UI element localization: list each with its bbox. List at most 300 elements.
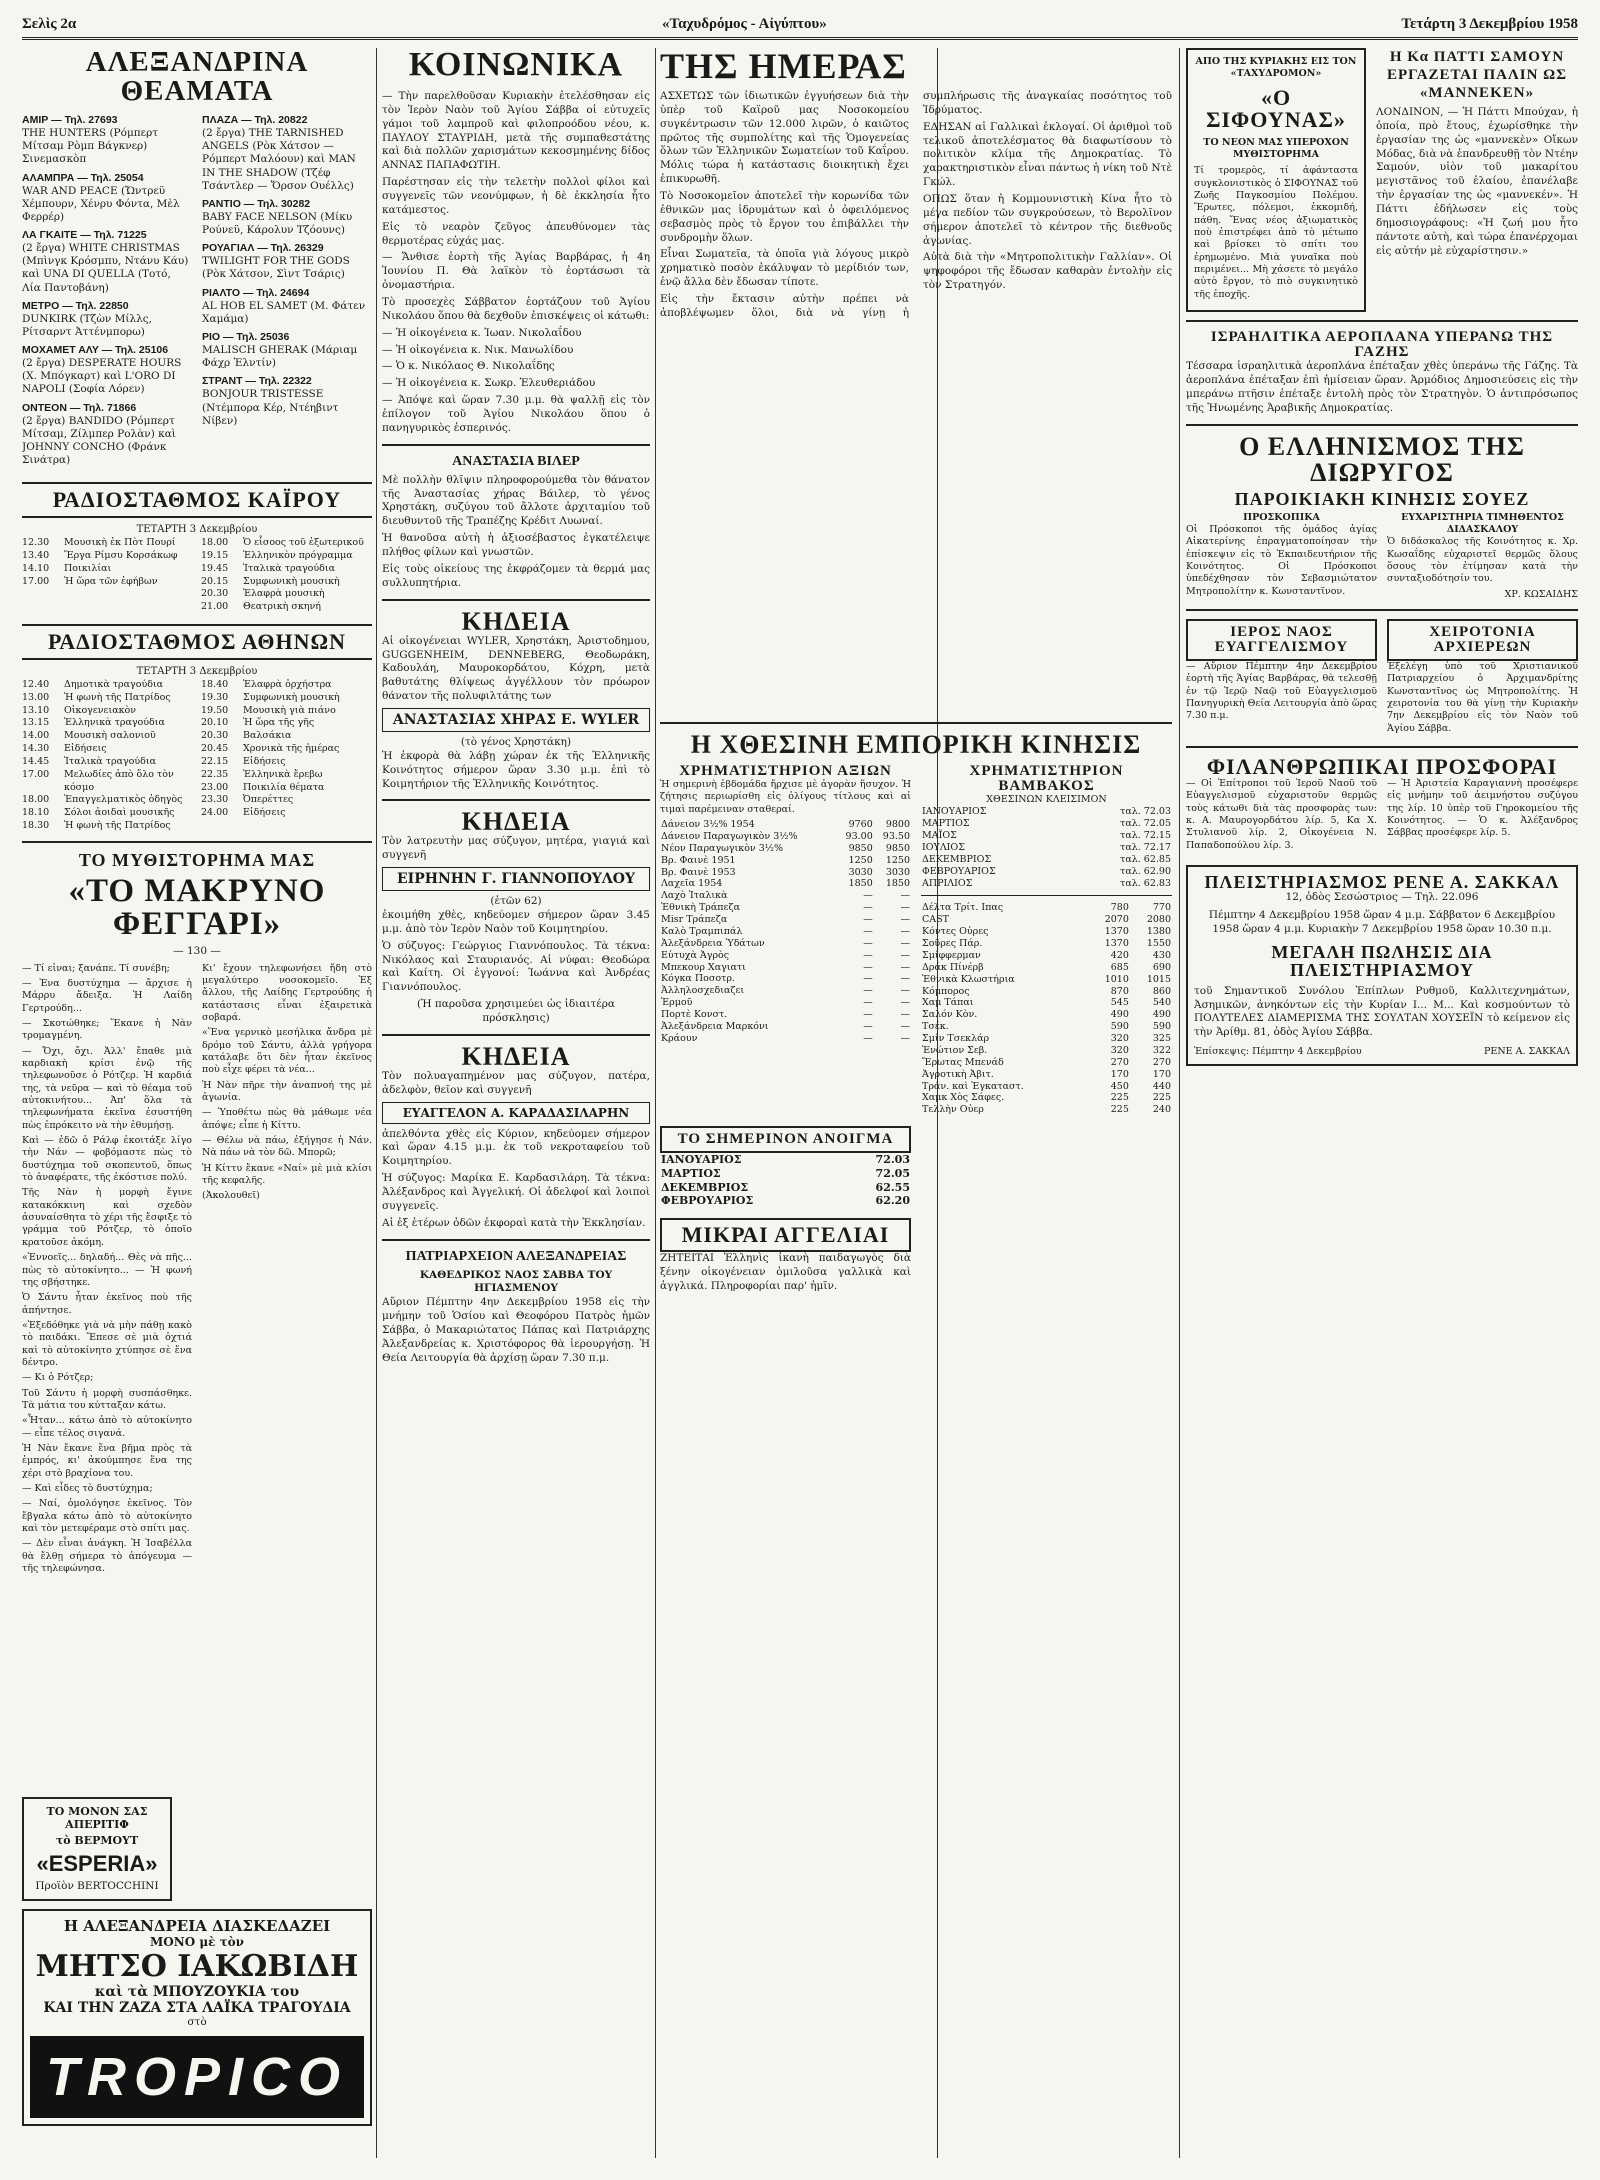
- label-cell: ΜΑΪΟΣ: [922, 830, 957, 842]
- radio-program-row: [201, 782, 372, 795]
- radio-time: 12.40: [22, 679, 50, 690]
- price-cell: —: [900, 902, 910, 914]
- radio-program: Οἰκογενειακὸν: [64, 704, 137, 716]
- radio-program: Ποικιλία θέματα: [243, 781, 325, 793]
- radio-time: 12.30: [22, 537, 50, 549]
- cinema-listing: [202, 331, 372, 370]
- table-row: [660, 997, 911, 1009]
- label-cell: Δάνειον Παραγωγικὸν 3½%: [661, 830, 798, 842]
- price-cell: ταλ. 62.83: [1120, 877, 1171, 889]
- auction-headline: ΜΕΓΑΛΗ ΠΩΛΗΣΙΣ ΔΙΑ ΠΛΕΙΣΤΗΡΙΑΣΜΟΥ: [1271, 941, 1493, 980]
- radio-time: 19.50: [201, 704, 229, 716]
- divider: [382, 1239, 650, 1241]
- cinema-listing: [202, 242, 372, 281]
- paragraph: — Ἡ οἰκογένεια κ. Ἰωαν. Νικολαΐδου: [382, 326, 582, 339]
- paragraph: — Ἡ οἰκογένεια κ. Σωκρ. Ἐλευθεριάδου: [382, 377, 596, 390]
- israel-text: Τέσσαρα ἰσραηλιτικὰ ἀεροπλάνα ἐπέταξαν χθὲς ὑπεράνω τῆς Γάζης. Τὰ ἀεροπλάνα ἐπέταξαν ἐπὶ ἡμίσειαν ὥραν. Ἀρμόδιος Δημοσιεύσεις εἰς τὴν μπεράνω πτῆσιν ἐπέταξε ἐντολὴ πρὸς τὸν Στρατηγὸν. Ὁ ἀντιπρόσωπος τῆς Ἡνωμένης Ἀραβικῆς Δημοκρατίας.: [1186, 360, 1578, 414]
- paragraph: — Θέλω νὰ πάω, ἐξήγησε ἡ Νάν. Νὰ πάω νὰ τὸν δῶ. Μπορῶ;: [202, 1135, 372, 1159]
- cinema-name: ΑΜΙΡ — Τηλ. 27693: [22, 114, 118, 126]
- funeral-wyler-name: ΑΝΑΣΤΑΣΙΑΣ ΧΗΡΑΣ Ε. WYLER: [382, 708, 650, 732]
- table-row: [660, 855, 911, 867]
- label-cell: ΜΑΡΤΙΟΣ: [661, 1166, 721, 1180]
- table-row: [660, 890, 911, 902]
- table-row: [660, 831, 911, 843]
- diorygos-right-text: Ὁ διδάσκαλος τῆς Κοινότητος κ. Χρ. Κωσαΐδης εὐχαριστεῖ θερμῶς ὅλους ὅσους τὸν ἐτίμησαν κατὰ τὴν συνταξιοδότησίν του.: [1387, 536, 1578, 585]
- cinema-listing: [22, 172, 192, 225]
- novel-column-1: [22, 963, 192, 1783]
- radio-program: Ἑλληνικὸν πρόγραμμα: [243, 549, 353, 561]
- price-cell: 590: [1152, 1021, 1171, 1033]
- label-cell: Λαχὸ Ἰταλικὰ: [661, 890, 728, 902]
- radio-time: 20.10: [201, 717, 229, 729]
- funeral-karadasilaris-text1: Τὸν πολυαγαπημένον μας σύζυγον, πατέρα, ἀδελφὸν, θεῖον καὶ συγγενῆ: [382, 1069, 650, 1096]
- cinema-program: (2 ἔργα) DESPERATE HOURS (Χ. Μπόγκαρτ) καὶ L'ORO DI NAPOLI (Σοφία Λόρεν): [22, 357, 182, 396]
- sifounas-from: ΑΠΟ ΤΗΣ ΚΥΡΙΑΚΗΣ ΕΙΣ ΤΟΝ «ΤΑΧΥΔΡΟΜΟΝ»: [1195, 56, 1357, 80]
- top-right: [1186, 48, 1578, 312]
- column-rule: [655, 48, 656, 2158]
- label-cell: ΑΠΡΙΛΙΟΣ: [922, 877, 973, 889]
- table-row: [660, 819, 911, 831]
- price-cell: —: [900, 961, 910, 973]
- radio-athens-right: [201, 679, 372, 833]
- label-cell: Ἔρωτας Μπενάδ: [922, 1056, 1004, 1068]
- table-row: [660, 867, 911, 879]
- divider: [921, 895, 1172, 896]
- radio-program-row: [201, 679, 372, 692]
- radio-time: 19.15: [201, 549, 229, 561]
- social-text: [382, 90, 650, 436]
- table-row: [660, 1194, 911, 1208]
- label-cell: Εὐτυχὰ Ἀγρὸς: [661, 949, 730, 961]
- divider: [660, 722, 1172, 724]
- label-cell: ΔΕΚΕΜΒΡΙΟΣ: [661, 1180, 749, 1194]
- cinema-listing: [202, 114, 372, 193]
- cinema-name: ΡΙΟ — Τηλ. 25036: [202, 330, 290, 343]
- radio-program: Μουσικὴ σαλονιοῦ: [64, 730, 156, 742]
- church-ad-sub: ΚΑΘΕΔΡΙΚΟΣ ΝΑΟΣ ΣΑΒΒΑ ΤΟΥ ΗΓΙΑΣΜΕΝΟΥ: [419, 1268, 613, 1295]
- radio-program: Ἡ φωνὴ τῆς Πατρίδος: [64, 691, 171, 703]
- radio-program: Συμφωνικὴ μουσικὴ: [243, 575, 340, 587]
- diorygos-title: Ο ΕΛΛΗΝΙΣΜΟΣ ΤΗΣ ΔΙΩΡΥΓΟΣ: [1239, 431, 1525, 487]
- radio-program-row: [201, 550, 372, 563]
- price-cell: 420: [1110, 949, 1129, 961]
- price-cell: —: [863, 961, 873, 973]
- label-cell: Βρ. Φαινὲ 1951: [661, 854, 736, 866]
- funeral-karadasilaris-mourners: Ἡ σύζυγος: Μαρίκα Ε. Καρδασιλάρη. Τὰ τέκνα: Ἀλέξανδρος καὶ Ἀγγελική. Οἱ ἀδελφοί καὶ λοιποὶ συγγενεῖς.: [382, 1172, 650, 1212]
- radio-program-row: [22, 730, 193, 743]
- esperia-ad: [22, 1797, 172, 1902]
- label-cell: ΙΑΝΟΥΑΡΙΟΣ: [661, 1153, 742, 1167]
- esperia-line2: τὸ ΒΕΡΜΟΥΤ: [55, 1833, 139, 1847]
- cotton-table: [921, 806, 1172, 889]
- table-row: [921, 986, 1172, 998]
- radio-program-row: [22, 537, 193, 550]
- radio-program: Ἰταλικὰ τραγούδια: [64, 755, 157, 767]
- price-cell: —: [863, 925, 873, 937]
- radio-athens-date: ΤΕΤΑΡΤΗ 3 Δεκεμβρίου: [136, 666, 258, 677]
- church-ad-title: ΠΑΤΡΙΑΡΧΕΙΟΝ ΑΛΕΞΑΝΔΡΕΙΑΣ: [405, 1248, 627, 1264]
- label-cell: ΦΕΒΡΟΥΑΡΙΟΣ: [922, 865, 996, 877]
- radio-program-row: [22, 820, 193, 833]
- cinema-name: ΜΕΤΡΟ — Τηλ. 22850: [22, 299, 129, 312]
- table-row: [660, 843, 911, 855]
- label-cell: Σαλόν Κὸν.: [922, 1009, 978, 1021]
- price-cell: —: [900, 1032, 910, 1044]
- radio-program-row: [22, 550, 193, 563]
- radio-program-row: [22, 563, 193, 576]
- tropico-line5: στὸ: [187, 2016, 207, 2029]
- price-cell: —: [900, 914, 910, 926]
- radio-program: Συμφωνικὴ μουσικὴ: [243, 691, 340, 703]
- paragraph: Εἶναι Σωματεῖα, τὰ ὁποῖα γιὰ λόγους μικρὸ χρηματικὸ ποσὸν ἐκάλυψαν τὸ μερίδιόν των, ἐνῷ ἄλλα δὲν ἔδωσαν τίποτε.: [660, 248, 909, 289]
- price-cell: 62.20: [875, 1194, 910, 1208]
- radio-time: 21.00: [201, 601, 229, 613]
- paragraph: — Σκοτώθηκε; Ἕκανε ἡ Νὰν τρομαγμένη.: [22, 1017, 192, 1042]
- label-cell: Ἀλληλοσχεδιαζει: [661, 985, 745, 997]
- label-cell: ΙΟΥΛΙΟΣ: [922, 841, 965, 853]
- cheirotonia-title: ΧΕΙΡΟΤΟΝΙΑ ΑΡΧΙΕΡΕΩΝ: [1387, 619, 1578, 661]
- radio-cairo-date: ΤΕΤΑΡΤΗ 3 Δεκεμβρίου: [136, 524, 258, 536]
- obit-wyler-title: ΑΝΑΣΤΑΣΙΑ ΒΙΛΕΡ: [452, 453, 580, 469]
- diorygos-sign: ΧΡ. ΚΩΣΑΙΔΗΣ: [1504, 588, 1578, 600]
- auction-address: 12, ὁδὸς Σεσώστριος — Τηλ. 22.096: [1285, 891, 1479, 904]
- commerce-title: Η ΧΘΕΣΙΝΗ ΕΜΠΟΡΙΚΗ ΚΙΝΗΣΙΣ: [690, 730, 1142, 759]
- tropico-line1: Η ΑΛΕΞΑΝΔΡΕΙΑ ΔΙΑΣΚΕΔΑΖΕΙ: [63, 1917, 331, 1936]
- table-row: [921, 866, 1172, 878]
- label-cell: ΜΑΡΤΙΟΣ: [922, 818, 970, 830]
- cinema-list-right: [202, 114, 372, 472]
- paragraph: (Ἀκολουθεῖ): [202, 1190, 260, 1202]
- table-row: [660, 1181, 911, 1195]
- funeral-wyler-sub: (τὸ γένος Χρηστάκη): [460, 735, 572, 748]
- radio-program: Εἰδήσεις: [64, 743, 107, 755]
- sifounas-title: «Ο ΣΙΦΟΥΝΑΣ»: [1206, 84, 1346, 132]
- radio-time: 18.40: [201, 679, 229, 690]
- price-cell: 440: [1152, 1080, 1171, 1092]
- philanthropy-right: — Ἡ Ἀριστεία Καραγιαννὴ προσέφερε εἰς μνήμην τοῦ ἀειμνήστου συζύγου της λίρ. 10 ὑπὲρ τοῦ Γηροκομείου τῆς Κοινότητος. — Ὁ κ. Ἀλέξανδρος Σάββας προσέφερε λίρ. 5.: [1387, 778, 1578, 839]
- radio-cairo-title: ΡΑΔΙΟΣΤΑΘΜΟΣ ΚΑΪΡΟΥ: [22, 482, 372, 518]
- price-cell: 225: [1152, 1092, 1171, 1104]
- classifieds-text: ΖΗΤΕΙΤΑΙ Ἑλληνὶς ἱκανὴ παιδαγωγὸς διὰ ξένην οἰκογένειαν ὁμιλοῦσα γαλλικὰ καὶ ἀγγλικά. Πληροφορίαι παρ' ἡμῖν.: [660, 1252, 911, 1292]
- cinema-listing: [202, 375, 372, 428]
- radio-program-row: [22, 769, 193, 795]
- label-cell: Ἐθνικὴ Τράπεζα: [661, 902, 741, 914]
- cinema-program: (2 ἔργα) WHITE CHRISTMAS (Μπὶνγκ Κρόσμπυ, Ντάνυ Κάυ) καὶ UNA DI QUELLA (Τοτό, Λία Παντοβάνη): [22, 242, 189, 294]
- radio-time: 13.40: [22, 549, 50, 561]
- price-cell: 320: [1110, 1044, 1129, 1056]
- radio-cairo-right: [201, 537, 372, 614]
- radio-program-row: [201, 576, 372, 589]
- price-cell: —: [863, 985, 873, 997]
- paragraph: Τὸ προσεχὲς Σάββατον ἑορτάζουν τοῦ Ἁγίου Νικολάου ὅπου θὰ δεχθοῦν ἐπισκέψεις οἱ κάτωθι:: [382, 296, 650, 322]
- radio-program: Ἑλαφρὰ ὀρχήστρα: [243, 679, 332, 690]
- divider: [382, 799, 650, 801]
- table-row: [660, 950, 911, 962]
- divider: [1186, 609, 1578, 611]
- social-title: ΚΟΙΝΩΝΙΚΑ: [408, 48, 624, 83]
- cinema-listing: [22, 300, 192, 339]
- table-row: [660, 926, 911, 938]
- table-row: [660, 1009, 911, 1021]
- price-cell: 3030: [885, 866, 910, 878]
- price-cell: 1850: [885, 878, 910, 890]
- funeral-giannopoulou-note: (Ἡ παροῦσα χρησιμεύει ὡς ἰδιαιτέρα πρόσκλησις): [416, 998, 616, 1024]
- radio-program-row: [22, 679, 193, 692]
- cinema-name: ΛΑ ΓΚΑΙΤΕ — Τηλ. 71225: [22, 229, 147, 241]
- label-cell: Ἀλεξάνδρεια Ὑδάτων: [661, 937, 765, 949]
- price-cell: —: [863, 1032, 873, 1044]
- label-cell: Λαχεῖα 1954: [661, 878, 723, 890]
- price-cell: 590: [1110, 1021, 1129, 1033]
- funeral-karadasilaris-title: ΚΗΔΕΙΑ: [461, 1041, 571, 1071]
- table-row: [921, 854, 1172, 866]
- table-row: [921, 902, 1172, 914]
- label-cell: Misr Τράπεζα: [661, 914, 728, 926]
- price-cell: 1550: [1146, 938, 1171, 950]
- running-head: [22, 14, 1578, 40]
- price-cell: 3030: [848, 866, 873, 878]
- cheirotonia-text: Ἐξελέγη ὑπὸ τοῦ Χριστιανικοῦ Πατριαρχείου ὁ Ἀρχιμανδρίτης Κωνσταντῖνος ὡς Μητροπολίτης. Ἡ χειροτονία του θὰ γίνῃ τὴν Κυριακὴν 7ην Δεκεμβρίου εἰς τὸν Ναὸν τοῦ Ἁγίου Σάββα.: [1387, 661, 1578, 734]
- paragraph: Μὲ πολλὴν θλῖψιν πληροφορούμεθα τὸν θάνατον τῆς Ἀναστασίας χήρας Βάιλερ, τὸ γένος Χρηστάκη, συζύγου τοῦ ἄλλοτε ἀρχιταμίου τοῦ διευθυντοῦ τῆς Τραπέζης Κρέδιτ Λυωναί.: [382, 473, 650, 528]
- radio-program: Ὁ εἶσοος τοῦ ἐξωτερικοῦ: [243, 537, 364, 549]
- table-row: [660, 938, 911, 950]
- radio-program-row: [201, 705, 372, 718]
- esperia-maker: Προϊὸν BERTOCCHINI: [35, 1879, 159, 1892]
- radio-time: 18.30: [22, 819, 50, 831]
- table-row: [921, 1057, 1172, 1069]
- radio-time: 18.10: [22, 807, 50, 819]
- paragraph: — Ὁ κ. Νικόλαος Θ. Νικολαΐδης: [382, 360, 555, 373]
- paragraph: Τὸ Νοσοκομεῖον ἀποτελεῖ τὴν κορωνίδα τῶν ἐθνικῶν μας ἱδρυμάτων καὶ ὁ ὀφειλόμενος σεβασμὸς πρὸς τὸ ἔργον του ἐπιβάλλει τὴν συνδρομὴν ὅλων.: [660, 190, 909, 244]
- price-cell: —: [863, 914, 873, 926]
- radio-cairo-left: [22, 537, 193, 614]
- radio-program: Ἐπαγγελματικὸς ὁδηγὸς: [64, 794, 183, 806]
- radio-program: Ἰταλικὰ τραγούδια: [243, 562, 336, 574]
- price-cell: 9800: [885, 819, 910, 831]
- price-cell: 1370: [1104, 938, 1129, 950]
- price-cell: 490: [1110, 1009, 1129, 1021]
- table-row: [921, 1069, 1172, 1081]
- price-cell: 320: [1110, 1033, 1129, 1045]
- table-row: [921, 1081, 1172, 1093]
- price-cell: —: [900, 937, 910, 949]
- cinema-name: ΡΑΝΤΙΟ — Τηλ. 30282: [202, 197, 311, 210]
- cinema-list-left: [22, 114, 192, 472]
- table-row: [921, 830, 1172, 842]
- philanthropy-left: — Οἱ Ἐπίτροποι τοῦ Ἱεροῦ Ναοῦ τοῦ Εὐαγγελισμοῦ εὐχαριστοῦν θερμῶς τοὺς κάτωθι διὰ τὰς προσφορὰς των: κ. Α. Μαυρογορδάτου λίρ. 5, Κα Χ. Στυλιανοῦ λίρ. 2, Οἰκογένεια Ν. Παπαδοπούλου λίρ. 3.: [1186, 778, 1377, 851]
- radio-program: Δημοτικὰ τραγούδια: [64, 679, 164, 690]
- table-row: [921, 974, 1172, 986]
- auction-dates: Πέμπτην 4 Δεκεμβρίου 1958 ὥραν 4 μ.μ. Σάββατον 6 Δεκεμβρίου 1958 ὥραν 4 μ.μ. Κυριακὴν 7 Δεκεμβρίου 1958 ὥραν 10.30 π.μ.: [1208, 908, 1556, 935]
- label-cell: Τράν. καὶ Ἐγκαταστ.: [922, 1080, 1024, 1092]
- commerce-columns: [660, 764, 1172, 1116]
- classifieds-title: ΜΙΚΡΑΙ ΑΓΓΕΛΙΑΙ: [660, 1218, 911, 1252]
- radio-time: 18.00: [201, 537, 229, 549]
- price-cell: 9760: [848, 819, 873, 831]
- radio-program-row: [201, 807, 372, 820]
- label-cell: Νέον Παραγωγικὸν 3½%: [661, 842, 784, 854]
- radio-program: Ἔργα Ρίμσυ Κορσάκωφ: [64, 549, 178, 561]
- label-cell: Χαμ Τάπαι: [922, 997, 974, 1009]
- cinema-listing: [22, 344, 192, 397]
- price-cell: 2080: [1146, 914, 1171, 926]
- label-cell: Πορτὲ Κονστ.: [661, 1009, 728, 1021]
- label-cell: Βρ. Φαινὲ 1953: [661, 866, 736, 878]
- issue-date: Τετάρτη 3 Δεκεμβρίου 1958: [1401, 16, 1578, 32]
- label-cell: ΦΕΒΡΟΥΑΡΙΟΣ: [661, 1194, 754, 1208]
- cinema-listing: [202, 287, 372, 326]
- paragraph: ΕΔΗΣΑΝ αἱ Γαλλικαὶ ἐκλογαί. Οἱ ἀριθμοὶ τοῦ τελικοῦ ἀποτελέσματος θὰ διαφωτίσουν τὸ πολιτικὸν κλίμα τῆς Δημοκρατίας. Τὸ χαρακτηριστικὸν εἶναι πάντως ἡ νίκη τοῦ Ντὲ Γκώλ.: [923, 120, 1172, 189]
- divider: [1186, 320, 1578, 322]
- price-cell: 270: [1152, 1056, 1171, 1068]
- funeral-karadasilaris-note: Αἱ ἐξ ἑτέρων ὁδῶν ἐκφοραὶ κατὰ τὴν Ἐκκλησίαν.: [382, 1216, 646, 1229]
- table-row: [660, 878, 911, 890]
- novel-title: «ΤΟ ΜΑΚΡΥΝΟ ΦΕΓΓΑΡΙ»: [68, 872, 326, 942]
- paragraph: Ἡ Νὰν πῆρε τὴν ἀναπνοή της μὲ ἀγωνία.: [202, 1079, 372, 1104]
- price-cell: 322: [1152, 1044, 1171, 1056]
- cinema-name: ΜΟΧΑΜΕΤ ΑΛΥ — Τηλ. 25106: [22, 344, 169, 356]
- price-cell: 62.55: [875, 1180, 910, 1194]
- price-cell: ταλ. 62.85: [1120, 853, 1171, 865]
- price-cell: 1250: [885, 854, 910, 866]
- price-cell: ταλ. 72.15: [1120, 830, 1171, 842]
- price-cell: —: [863, 902, 873, 914]
- evangelismos-title: ΙΕΡΟΣ ΝΑΟΣ ΕΥΑΓΓΕΛΙΣΜΟΥ: [1186, 619, 1377, 661]
- radio-program: Ὀπερέττες: [243, 794, 294, 806]
- radio-program-row: [22, 705, 193, 718]
- label-cell: Κράουν: [661, 1032, 698, 1044]
- radio-time: 19.30: [201, 691, 229, 703]
- paragraph: Τοῦ Σάντυ ἡ μορφὴ συσπάσθηκε. Τὰ μάτια του κύτταξαν κάτω.: [22, 1387, 192, 1411]
- cinema-name: ΡΟΥΑΓΙΑΛ — Τηλ. 26329: [202, 242, 324, 255]
- table-row: [660, 914, 911, 926]
- label-cell: Ἐθνικὰ Κλωστήρια: [922, 973, 1015, 985]
- funeral-giannopoulou-mourners: Ὁ σύζυγος: Γεώργιος Γιαννόπουλος. Τὰ τέκνα: Νικόλαος καὶ Σταυριανός. Αἱ νύφαι: Θεοδώρα καὶ Καίτη. Οἱ ἐγγονοί: Ἰωάννα καὶ Ἀνδρέας Γιαννόπουλος.: [382, 939, 650, 994]
- radio-program-row: [201, 563, 372, 576]
- column-rule: [1179, 48, 1180, 2158]
- auction-text: τοῦ Σημαντικοῦ Συνόλου Ἐπίπλων Ρυθμοῦ, Καλλιτεχνημάτων, Ἀσημικῶν, ἀνηκόντων εἰς τὴν Κυρίαν Ι... Μ... Καὶ κοσμούντων τὸ ΠΟΛΥΤΕΛΕΣ ΔΙΑΜΕΡΙΣΜΑ ΤΗΣ ΣΟΥΛΤΑΝ ΧΟΥΣΕΪΝ τὸ κείμενον εἰς τὴν Ἀρίθμ. 81, ὁδὸς Ἀγίου Σάββα.: [1194, 984, 1570, 1039]
- funeral-giannopoulou-age: (ἐτῶν 62): [490, 895, 542, 908]
- radio-program: Εἰδήσεις: [243, 807, 286, 819]
- price-cell: 72.05: [875, 1166, 910, 1180]
- price-cell: 690: [1152, 961, 1171, 973]
- paragraph: «Ἐξεδόθηκε γιὰ νὰ μὴν πάθῃ κακὸ τὸ παιδάκι. Ἔπεσε σὲ μιὰ ὀχτιά καὶ τὸ αὐτοκίνητο χτύπησε σὲ ἕνα δέντρο.: [22, 1319, 192, 1368]
- radio-program-row: [22, 743, 193, 756]
- price-cell: 9850: [848, 842, 873, 854]
- table-row: [921, 878, 1172, 890]
- label-cell: Κόμπορος: [922, 985, 970, 997]
- paragraph: — Ἡ οἰκογένεια κ. Νικ. Μανωλίδου: [382, 343, 574, 356]
- radio-program: Χρονικὰ τῆς ἡμέρας: [243, 743, 340, 755]
- paragraph: ΑΣΧΕΤΩΣ τῶν ἰδιωτικῶν ἐγγυήσεων διὰ τὴν ὑπὲρ τοῦ Καϊροῦ μας Νοσοκομείου συγκέντρωσιν τῶν 12.000 λιρῶν, ὁ καιῶτος πρῶτος τῆς συμπολίτης καὶ τῆς Ὁμογενείας ὅλων τῶν Ἑλληνικῶν Σωματείων τοῦ Καΐρου. Μόλις τώρα ἡ κατάστασις διοικητικὴ ἔχει ἐπικυρωθῆ.: [660, 90, 909, 186]
- radio-cairo-schedule: [22, 537, 372, 614]
- funeral-wyler-text1: Αἱ οἰκογένειαι WYLER, Χρηστάκη, Ἀριστοδημου, GUGGENHEIM, DENNEBERG, Θεοδωράκη, Καδουλάη, Μαυροκορδάτου, Κόχρη, μετὰ βαθυτάτης θλίψεως ἀγγέλλουν τὸν πρόωρον θάνατον τῆς πολυφιλτάτης των: [382, 634, 650, 703]
- price-cell: 770: [1152, 902, 1171, 914]
- price-cell: 430: [1152, 949, 1171, 961]
- label-cell: Ἀλεξάνδρεια Μαρκόνι: [661, 1020, 769, 1032]
- price-cell: 1015: [1146, 973, 1171, 985]
- label-cell: Ἐρμοῦ: [661, 997, 693, 1009]
- cotton-column: [921, 764, 1172, 1116]
- paragraph: Κι' ἔχουν τηλεφωνήσει ἤδη στὸ μεγαλύτερο νοσοκομεῖο. Ἐξ ἄλλου, τῆς Λαίδης Γερτρούδης ἡ κατάστασις εἶναι ἐξαιρετικὰ σοβαρά.: [202, 962, 372, 1023]
- label-cell: Χαμκ Χὸς Σάφες.: [922, 1092, 1005, 1104]
- sifounas-box: [1186, 48, 1366, 312]
- radio-program: Σόλοι ἀοιδαὶ μουσικῆς: [64, 807, 175, 819]
- cinema-name: ΣΤΡΑΝΤ — Τηλ. 22322: [202, 375, 312, 388]
- stocks-intro: Ἡ σημερινὴ ἐβδομάδα ἤρχισε μὲ ἀγορὰν ἥσυχον. Ἡ ζήτησις περιωρίσθη εἰς ὀλίγους τίτλους καὶ αἱ τιμαὶ παρέμειναν σταθεραί.: [660, 779, 911, 815]
- auction-footer: [1194, 1046, 1570, 1058]
- paragraph: «Ἕνα γερνικὸ μεσήλικα ἄνδρα μὲ δρόμο τοῦ Σάντυ, ἀλλὰ γρήγορα κατάλαβε ὅτι δὲν ἦταν ἐκεῖνος ποὺ εἶχε φέρει τὰ νέα...: [202, 1027, 372, 1076]
- funeral-giannopoulou-text1: Τὸν λατρευτὴν μας σύζυγον, μητέρα, γιαγιά καὶ συγγενῆ: [382, 835, 650, 862]
- label-cell: Δάνειον 3½% 1954: [661, 819, 755, 831]
- price-cell: 240: [1152, 1104, 1171, 1116]
- price-cell: 490: [1152, 1009, 1171, 1021]
- radio-program-row: [201, 794, 372, 807]
- cinema-listing: [22, 402, 192, 468]
- esperia-brand: «ESPERIA»: [36, 1850, 158, 1876]
- radio-program-row: [201, 769, 372, 782]
- price-cell: 93.50: [882, 830, 910, 842]
- paragraph: — Τὴν παρελθοῦσαν Κυριακὴν ἐτελέσθησαν εἰς τὸν Ἱερὸν Ναὸν τοῦ Ἁγίου Σάββα οἱ εὐτυχεῖς γάμοι τοῦ λαμπροῦ καὶ φιλοπροόδου νέου, κ. ΠΑΥΛΟΥ ΣΤΑΥΡΙΔΗ, μετὰ τῆς συμπαθεστάτης καὶ διὰ πολλῶν χαρισμάτων κεκοσμημένης δίδος ΑΝΝΑΣ ΠΑΠΑΦΩΤΙΗ.: [382, 90, 650, 172]
- price-cell: —: [863, 949, 873, 961]
- philanthropy-body: [1186, 778, 1578, 855]
- radio-time: 14.45: [22, 755, 50, 767]
- radio-program: Βαλσάκια: [243, 730, 292, 742]
- label-cell: Δέλτα Τρίτ. Ιπας: [922, 902, 1004, 914]
- paragraph: — Ἀπόψε καὶ ὥραν 7.30 μ.μ. θὰ ψαλλῇ εἰς τὸν ἐπίλογον τοῦ Ἁγίου Νικολάου ὅπου ὁ πανηγυρικὸς ἐσπερινός.: [382, 394, 650, 434]
- paragraph: — Κι ὁ Ρότζερ;: [22, 1372, 94, 1384]
- cinema-program: MALISCH GHERAK (Μάριαμ Φάχρ Ἐλντίν): [202, 344, 358, 370]
- label-cell: Σμίφφερμαν: [922, 949, 981, 961]
- today-cotton-title: ΤΟ ΣΗΜΕΡΙΝΟΝ ΑΝΟΙΓΜΑ: [660, 1126, 911, 1153]
- cotton-sub: ΧΘΕΣΙΝΩΝ ΚΛΕΙΣΙΜΟΝ: [986, 794, 1107, 805]
- radio-time: 14.10: [22, 562, 50, 574]
- price-cell: —: [900, 925, 910, 937]
- paragraph: Εἰς τὸ νεαρὸν ζεῦγος ἀπευθύνομεν τὰς θερμοτέρας εὐχάς μας.: [382, 220, 650, 247]
- price-cell: 1380: [1146, 926, 1171, 938]
- paragraph: — Δὲν εἶναι ἀνάγκη. Ἡ Ἰσαβέλλα θὰ ἔλθῃ σήμερα τὸ ἀπόγευμα — τῆς τηλεφώνησα.: [22, 1538, 192, 1575]
- price-cell: —: [863, 890, 873, 902]
- church-ad-text: Αὔριον Πέμπτην 4ην Δεκεμβρίου 1958 εἰς τὴν μνήμην τοῦ Ὁσίου καὶ Θεοφόρου Πατρὸς ἡμῶν Σάββα, ὁ Μακαριώτατος Πάπας καὶ Πατριάρχης Ἀλεξανδρείας κ. Χριστόφορος θὰ ἱερουργήσῃ. Ἡ Θεία Λειτουργία θὰ ἀρχίσῃ ὥραν 7.30 π.μ.: [382, 1296, 650, 1364]
- cinema-program: BABY FACE NELSON (Μίκυ Ρούνεϋ, Κάρολυν Τζόουνς): [202, 210, 353, 236]
- radio-program: Ἡ ὥρα τῶν ἐφήβων: [64, 575, 158, 587]
- radio-time: 14.00: [22, 730, 50, 742]
- radio-time: 23.00: [201, 781, 229, 793]
- novel-kicker: ΤΟ ΜΥΘΙΣΤΟΡΗΜΑ ΜΑΣ: [78, 849, 316, 870]
- funeral-giannopoulou-text2: ἐκοιμήθη χθὲς, κηδεύομεν σήμερον ὥραν 3.45 μ.μ. ἀπὸ τὸν Ἱερὸν Ναὸν τοῦ Κοιμητηρίου.: [382, 908, 650, 935]
- price-cell: 225: [1110, 1104, 1129, 1116]
- label-cell: Κόγκα Ποσοτρ.: [661, 973, 735, 985]
- radio-program: Ἑλληνικὰ τραγούδια: [64, 717, 165, 729]
- price-cell: —: [900, 973, 910, 985]
- radio-time: 20.30: [201, 730, 229, 742]
- lower-commerce: [660, 1126, 1172, 1297]
- table-row: [660, 962, 911, 974]
- table-row: [921, 1021, 1172, 1033]
- radio-program-row: [22, 756, 193, 769]
- paragraph: «Ἦταν... κάτω ἀπὸ τὸ αὐτοκίνητο — εἶπε τέλος σιγανά.: [22, 1415, 192, 1439]
- day-column-text: [660, 90, 1172, 650]
- patti-title: Η Κα ΠΑΤΤΙ ΣΑΜΟΥΝ ΕΡΓΑΖΕΤΑΙ ΠΑΛΙΝ ΩΣ «ΜΑΝΝΕΚΕΝ»: [1386, 49, 1568, 101]
- diorygos-sub: ΠΑΡΟΙΚΙΑΚΗ ΚΙΝΗΣΙΣ ΣΟΥΕΖ: [1234, 488, 1530, 509]
- price-cell: 685: [1110, 961, 1129, 973]
- radio-program-row: [201, 588, 372, 601]
- price-cell: 170: [1152, 1068, 1171, 1080]
- tropico-line4: ΚΑΙ ΤΗΝ ΖΑΖΑ ΣΤΑ ΛΑΪΚΑ ΤΡΑΓΟΥΔΙΑ: [43, 2000, 351, 2017]
- patti-text: ΛΟΝΔΙΝΟΝ, — Ἡ Πάττι Μπούχαν, ἡ ὁποία, πρὸ ἔτους, ἐχωρίσθηκε τὴν ἐργασίαν της ὡς «μαννεκὲν» Οἴκων Μόδας, διὰ νὰ ἐπανδρευθῇ τὸν Ντέην Σαμούν, υἱὸν τοῦ μακαρίτου μεγιστᾶνος τοῦ ἐλαίου, ἐπανέλαβε τὴν ἐργασίαν της ὡς «μαννεκέν». Ἡ Πάττι ἐδήλωσεν εἰς τοὺς δημοσιογράφους: «Ἡ ζωή μου ἦτο πάντοτε αὐτὴ, καὶ τώρα ἐπανέρχομαι εἰς αὐτήν μὲ εὐχαρίστησιν.»: [1376, 106, 1578, 257]
- price-cell: 1010: [1104, 973, 1129, 985]
- philanthropy-title: ΦΙΛΑΝΘΡΩΠΙΚΑΙ ΠΡΟΣΦΟΡΑΙ: [1206, 754, 1558, 780]
